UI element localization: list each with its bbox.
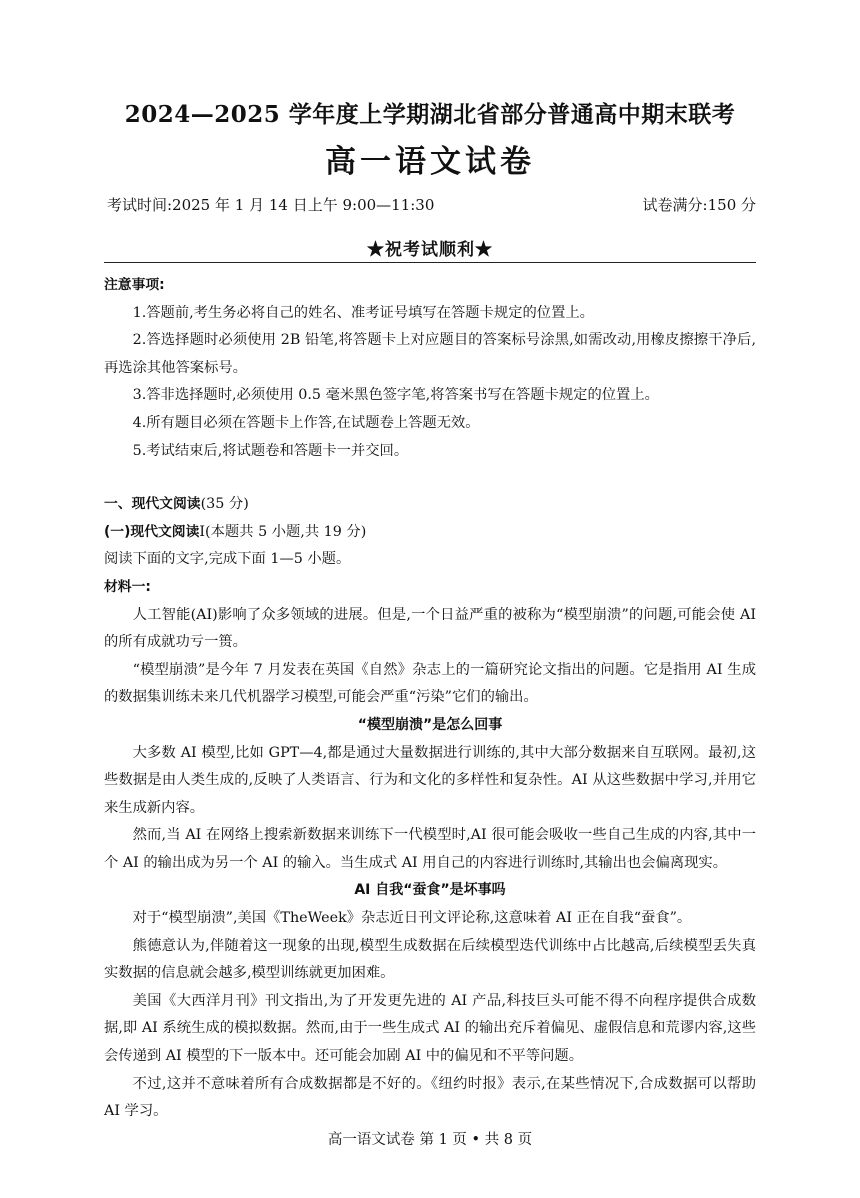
exam-meta-row [107,194,756,216]
passage-paragraph: 熊德意认为,伴随着这一现象的出现,模型生成数据在后续模型迭代训练中占比越高,后续模型丢失真实数据的信息就会越多,模型训练就更加困难。 [104,937,756,982]
page-footer: 高一语文试卷 第 1 页 • 共 8 页 [327,1132,533,1148]
paper-title: 高一语文试卷 [325,144,535,180]
subsection-heading: (一)现代文阅读Ⅰ(本题共 5 小题,共 19 分) [104,523,367,540]
note-item: 5.考试结束后,将试题卷和答题卡一并交回。 [132,442,409,459]
passage-paragraph: 然而,当 AI 在网络上搜索新数据来训练下一代模型时,AI 很可能会吸收一些自己生成的内容,其中一个 AI 的输出成为另一个 AI 的输入。当生成式 AI 用自己的内容进行训练时,其输出也会偏离现实。 [104,827,756,871]
passage-subheading: “模型崩溃”是怎么回事 [357,716,503,733]
exam-title: 2024—2025 学年度上学期湖北省部分普通高中期末联考 [124,101,736,128]
exam-time: 考试时间:2025 年 1 月 14 日上午 9:00—11:30 [107,196,435,214]
spacer [104,465,756,491]
reading-instruction: 阅读下面的文字,完成下面 1—5 小题。 [104,551,351,568]
material-label: 材料一: [104,578,151,595]
section-heading: 一、现代文阅读(35 分) [104,496,249,513]
passage-paragraph: 人工智能(AI)影响了众多领域的进展。但是,一个日益严重的被称为“模型崩溃”的问题,可能会使 AI 的所有成就功亏一篑。 [104,606,756,651]
header-divider [104,262,756,263]
note-item: 3.答非选择题时,必须使用 0.5 毫米黑色签字笔,将答案书写在答题卡规定的位置上。 [132,387,659,404]
passage-paragraph: “模型崩溃”是今年 7 月发表在英国《自然》杂志上的一篇研究论文指出的问题。它是指用 AI 生成的数据集训练未来几代机器学习模型,可能会严重“污染”它们的输出。 [104,661,756,706]
passage-paragraph: 不过,这并不意味着所有合成数据都是不好的。《纽约时报》表示,在某些情况下,合成数据可以帮助 AI 学习。 [104,1075,756,1120]
note-item: 4.所有题目必须在答题卡上作答,在试题卷上答题无效。 [132,414,480,431]
full-score: 试卷满分:150 分 [642,196,756,214]
passage-paragraph: 对于“模型崩溃”,美国《TheWeek》杂志近日刊文评论称,这意味着 AI 正在自我“蚕食”。 [132,910,692,927]
notes-heading: 注意事项: [104,277,165,293]
page-content [104,272,756,1126]
passage-subheading: AI 自我“蚕食”是坏事吗 [354,882,506,899]
passage-paragraph: 美国《大西洋月刊》刊文指出,为了开发更先进的 AI 产品,科技巨头可能不得不向程序提供合成数据,即 AI 系统生成的模拟数据。然而,由于一些生成式 AI 的输出充斥着偏见、虚假信息和荒谬内容,这些会传递到 AI 模型的下一版本中。还可能会加剧 AI 中的偏见和不平等问题。 [104,992,756,1065]
note-item: 1.答题前,考生务必将自己的姓名、准考证号填写在答题卡规定的位置上。 [132,304,594,321]
note-item: 2.答选择题时必须使用 2B 铅笔,将答题卡上对应题目的答案标号涂黑,如需改动,用橡皮擦擦干净后,再选涂其他答案标号。 [104,332,756,376]
good-luck-banner: ★祝考试顺利★ [367,240,493,260]
passage-paragraph: 大多数 AI 模型,比如 GPT—4,都是通过大量数据进行训练的,其中大部分数据来自互联网。最初,这些数据是由人类生成的,反映了人类语言、行为和文化的多样性和复杂性。AI 从这些数据中学习,并用它来生成新内容。 [104,744,756,816]
